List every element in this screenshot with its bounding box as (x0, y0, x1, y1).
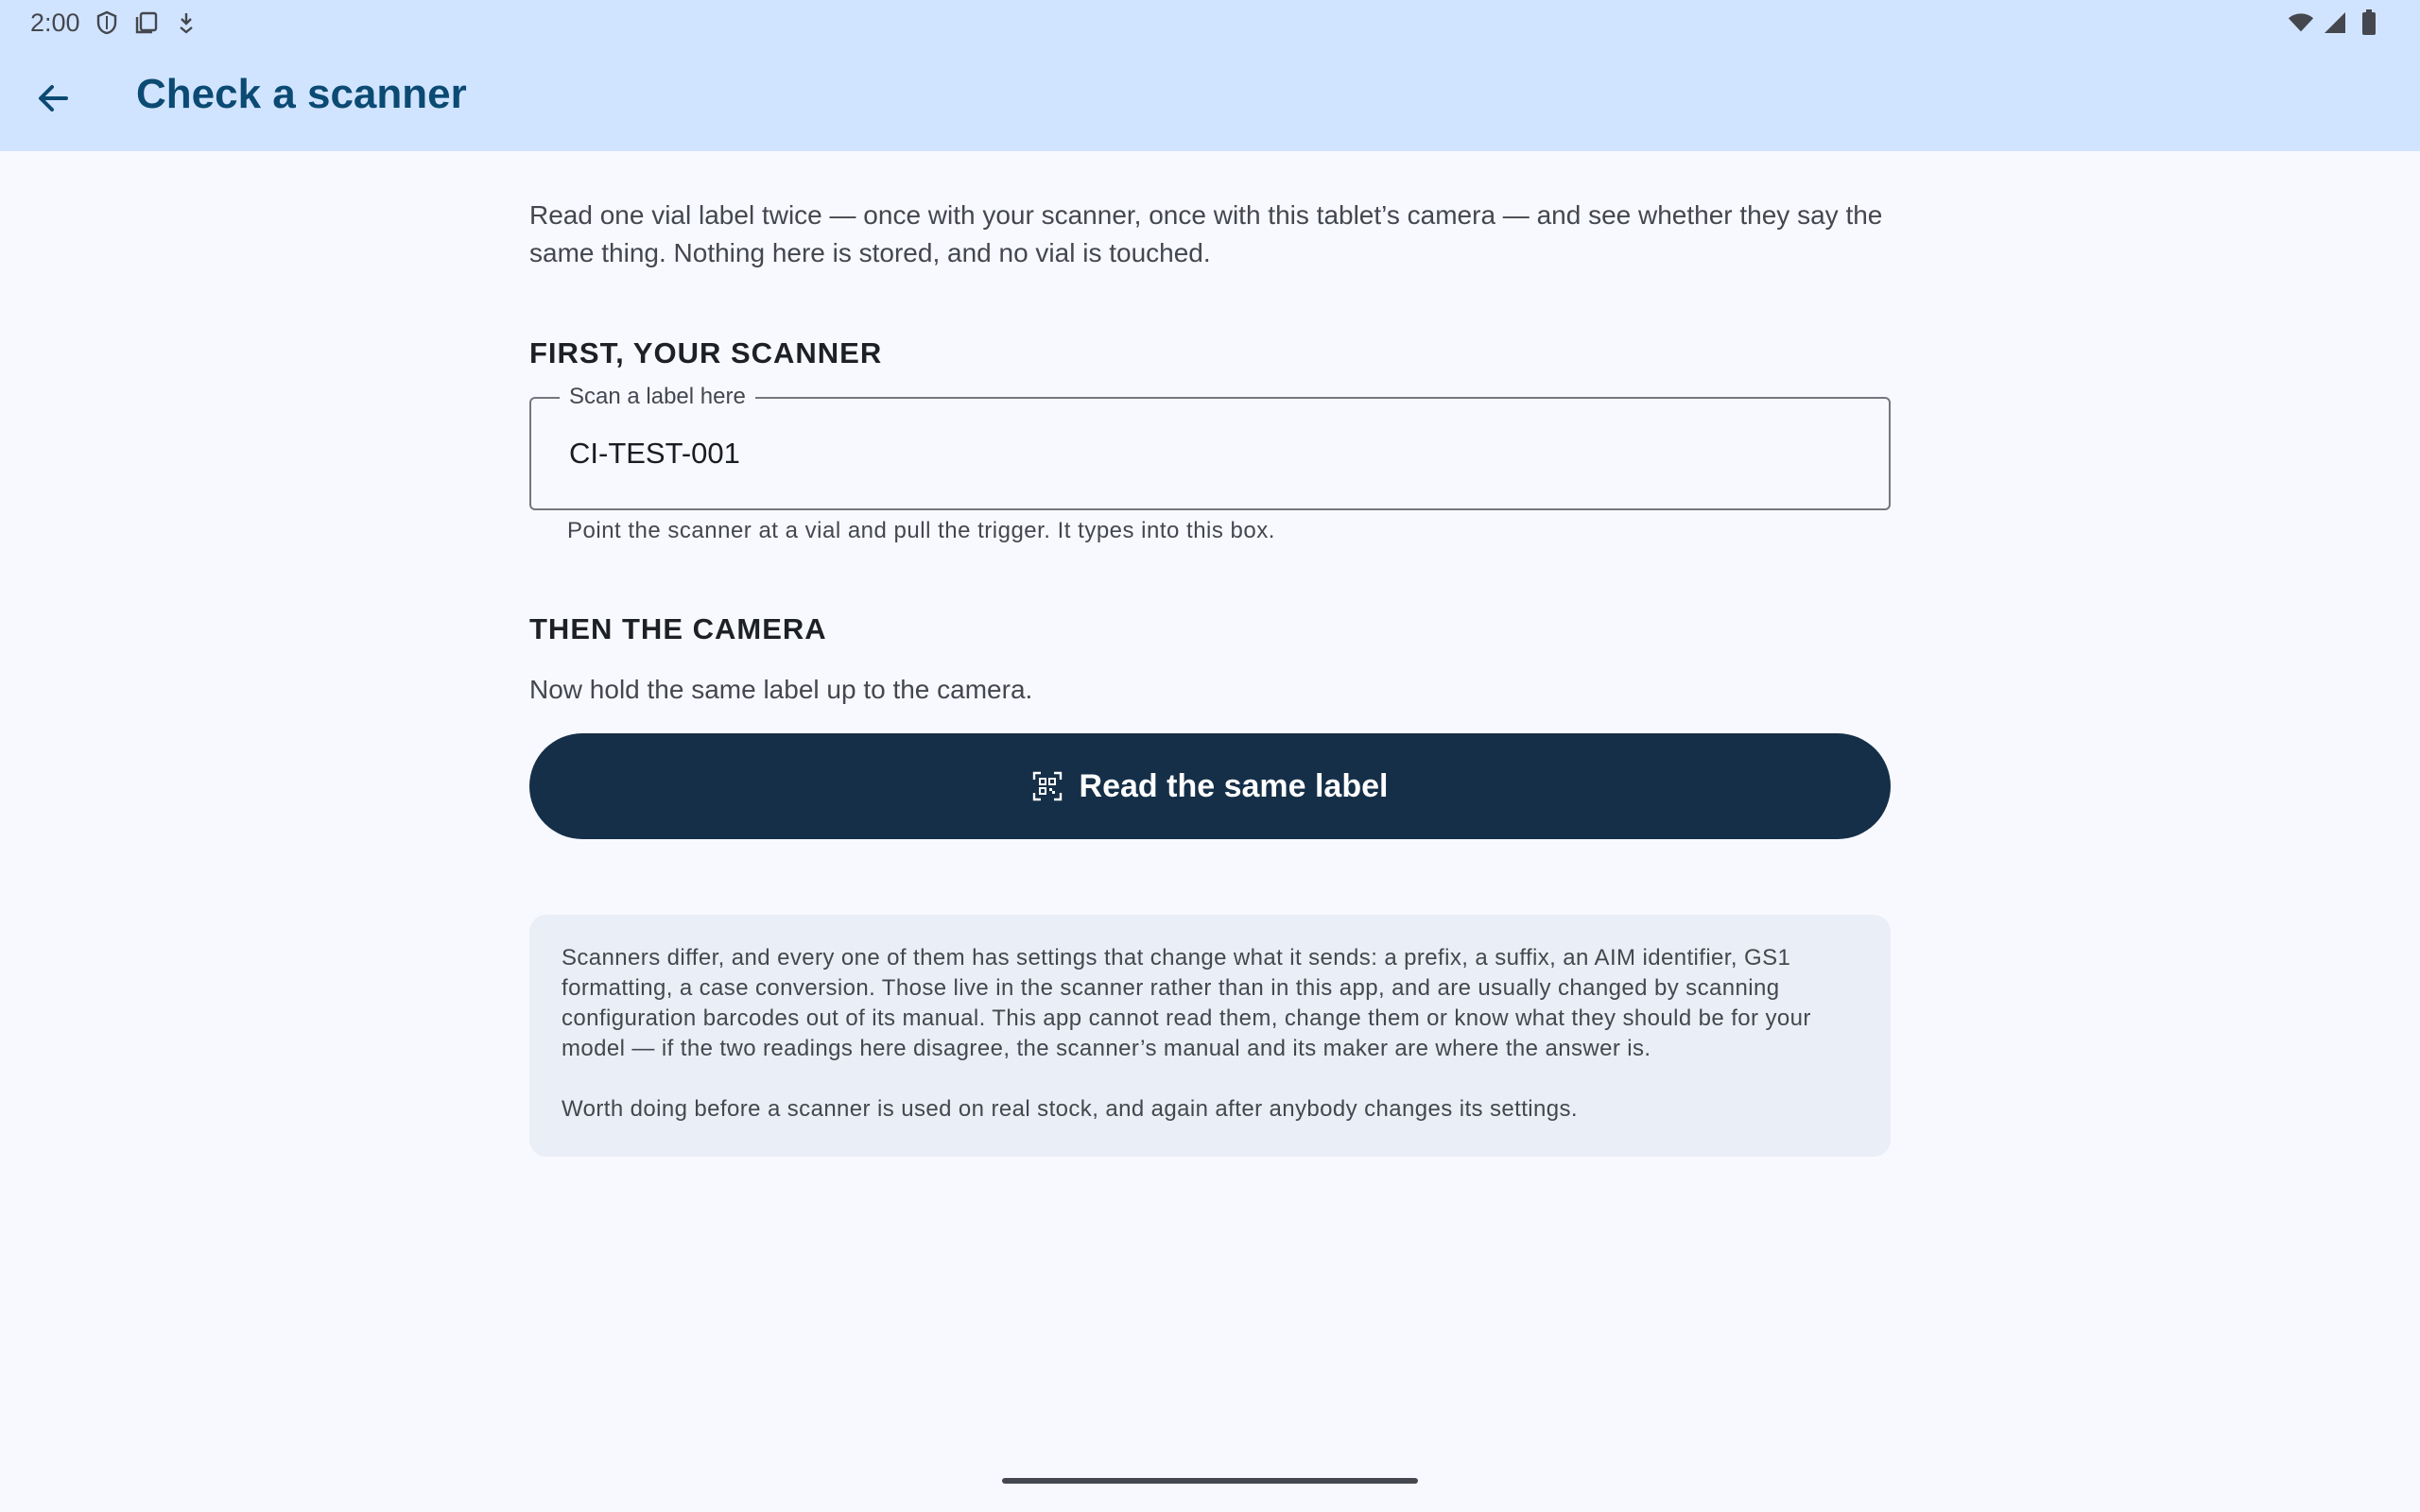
top-app-bar (0, 45, 2420, 151)
info-paragraph-1: Scanners differ, and every one of them has settings that change what it sends: a prefix, a suffix, an AIM identifier, GS1 formatting, a case conversion. Those live in the scanner rather than in this app, and are usually changed by scanning configuration barcodes out of its manual. This app cannot read them, change them or know what they should be for your model — if the two readings here disagree, the scanner’s manual and its maker are where the answer is. (562, 945, 1811, 1061)
battery-icon (2356, 9, 2382, 36)
download-icon (173, 9, 199, 36)
camera-section-heading: THEN THE CAMERA (529, 612, 827, 645)
scan-helper-text: Point the scanner at a vial and pull the trigger. It types into this box. (567, 518, 1275, 543)
status-left (30, 0, 199, 45)
status-bar (0, 0, 2420, 45)
scanner-section-heading: FIRST, YOUR SCANNER (529, 336, 883, 369)
scan-label-input[interactable] (569, 433, 1855, 474)
read-same-label-button-label: Read the same label (1079, 767, 1389, 804)
cell-signal-icon (2322, 9, 2348, 36)
page-title: Check a scanner (136, 71, 467, 117)
gesture-home-indicator[interactable] (1002, 1478, 1418, 1484)
shield-icon (94, 9, 120, 36)
back-button[interactable] (23, 68, 83, 129)
qr-scan-icon (1032, 771, 1063, 801)
scan-label-field-label: Scan a label here (560, 384, 755, 410)
arrow-back-icon (34, 79, 72, 117)
screenshot-icon (133, 9, 160, 36)
wifi-icon (2288, 9, 2314, 36)
intro-text: Read one vial label twice — once with your scanner, once with this tablet’s camera — and see whether they say the same thing. Nothing here is stored, and no vial is touched. (529, 200, 1883, 267)
read-same-label-button[interactable] (529, 733, 1891, 839)
camera-instruction-text: Now hold the same label up to the camera. (529, 675, 1033, 704)
status-time: 2:00 (30, 8, 80, 37)
scanner-info-card (529, 915, 1891, 1157)
scan-label-field[interactable] (529, 384, 1891, 510)
info-paragraph-2: Worth doing before a scanner is used on real stock, and again after anybody changes its settings. (562, 1096, 1578, 1122)
status-right (2288, 0, 2382, 45)
